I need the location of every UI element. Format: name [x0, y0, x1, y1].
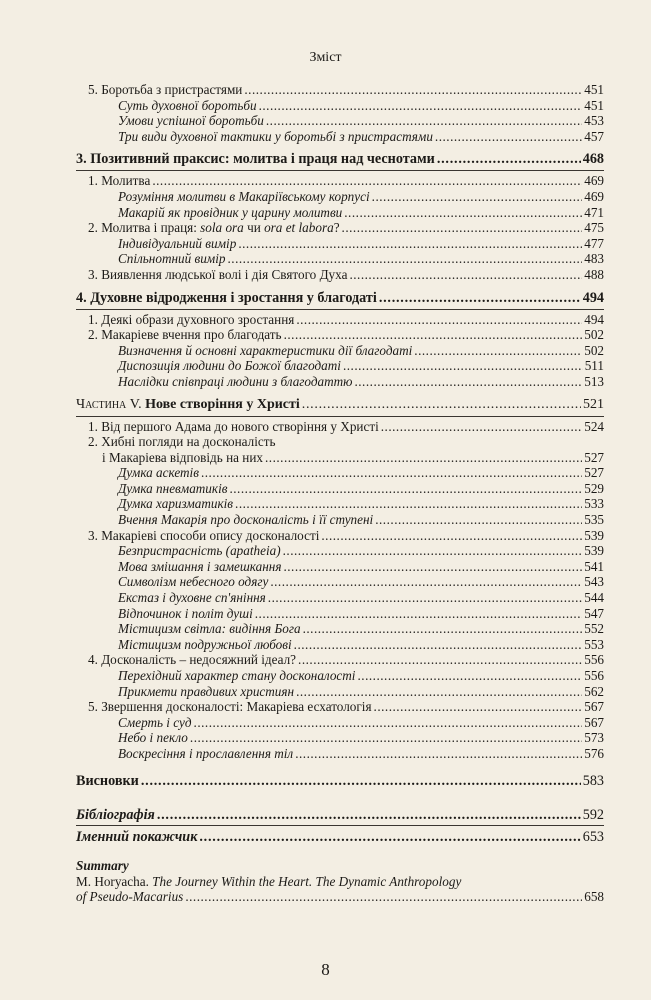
toc-part-page: 521: [583, 396, 604, 412]
toc-section-title: Висновки: [76, 772, 139, 789]
toc-entry-page: 453: [584, 113, 604, 129]
toc-entry: [76, 173, 604, 189]
toc-entry: [76, 343, 604, 359]
toc-entry-page: 556: [584, 668, 604, 683]
toc-entry-page: 451: [584, 82, 604, 97]
toc-entry-title: Містицизм подружньої любові: [118, 636, 292, 652]
dot-leader: [152, 173, 582, 189]
toc-entry-title: 2. Макаріеве вчення про благодать: [88, 327, 282, 343]
toc-entry-title: Вчення Макарія про досконалість і її ступені: [118, 512, 374, 528]
dot-leader: [374, 699, 583, 715]
toc-entry-title: 5. Боротьба з пристрастями: [88, 82, 243, 97]
toc-entry: [76, 715, 604, 731]
toc-section-heading: [76, 828, 604, 846]
divider: [76, 170, 604, 171]
toc-section-page: 592: [582, 806, 604, 823]
dot-leader: [294, 637, 583, 653]
dot-leader: [372, 189, 583, 205]
dot-leader: [303, 621, 583, 637]
dot-leader: [141, 772, 581, 790]
dot-leader: [344, 205, 582, 221]
toc-entry-page: 552: [584, 621, 604, 637]
toc-entry-page: 488: [584, 266, 604, 282]
toc-entry: [76, 251, 604, 267]
dot-leader: [190, 730, 582, 746]
toc-entry-page: 513: [584, 373, 604, 389]
dot-leader: [435, 129, 582, 145]
summary-title: The Journey Within the Heart. The Dynamic Anthropology: [152, 873, 462, 889]
toc-entry-page: 471: [584, 204, 604, 220]
title-part-italic: sola ora: [200, 220, 244, 236]
title-part-italic: ora et labora: [264, 220, 334, 236]
toc-entry: [76, 528, 604, 544]
dot-leader: [295, 746, 582, 762]
toc-entry-page: 494: [584, 311, 604, 327]
toc-entry-page: 457: [584, 128, 604, 144]
toc-entry: [76, 434, 604, 450]
toc-entry: [76, 220, 604, 236]
toc-entry: [76, 113, 604, 129]
toc-entry-page: 475: [584, 220, 604, 236]
toc-entry-page: 576: [584, 745, 604, 761]
part-label: Частина V.: [76, 396, 142, 412]
toc-entry-title: 1. Деякі образи духовного зростання: [88, 311, 295, 327]
page-number: 8: [321, 960, 330, 979]
toc-entry-page: 533: [584, 496, 604, 512]
toc-entry: [76, 699, 604, 715]
toc-entry-title: Смерть і суд: [118, 714, 192, 730]
toc-entry-title: 2. Хибні погляди на досконалість: [88, 434, 276, 450]
toc-entry: [76, 327, 604, 343]
toc-entry: [76, 512, 604, 528]
summary-line: [76, 889, 604, 905]
dot-leader: [298, 652, 582, 668]
summary-title-cont: of Pseudo-Macarius: [76, 889, 184, 905]
toc-entry-title: 5. Звершення досконалості: Макаріева есхатологія: [88, 699, 372, 715]
dot-leader: [266, 113, 582, 129]
toc-entry-page: 529: [584, 480, 604, 496]
dot-leader: [349, 267, 582, 283]
divider: [76, 825, 604, 826]
toc-entry-title: Думка пневматиків: [118, 480, 228, 496]
toc-entry-title: Макарій як провідник у царину молитви: [118, 204, 343, 220]
toc-entry: [76, 312, 604, 328]
toc-entry: [76, 358, 604, 374]
dot-leader: [381, 419, 582, 435]
toc-section-heading: [76, 289, 604, 307]
toc-entry: [76, 98, 604, 114]
dot-leader: [238, 236, 582, 252]
toc-entry: [76, 637, 604, 653]
toc-entry-title: Думка харизматиків: [118, 496, 234, 512]
dot-leader: [265, 450, 582, 466]
toc-entry-title: Воскресіння і прославлення тіл: [118, 745, 294, 761]
dot-leader: [235, 496, 582, 512]
toc-entry-title: 3. Макаріеві способи опису досконалості: [88, 527, 320, 543]
toc-entry-page: 535: [584, 512, 604, 528]
toc-entry: [76, 267, 604, 283]
toc-entry: [76, 374, 604, 390]
divider: [76, 416, 604, 417]
toc-entry-page: 511: [584, 358, 604, 374]
toc-entry-page: 573: [584, 730, 604, 746]
toc-entry-page: 469: [584, 173, 604, 189]
toc-entry-page: 451: [584, 97, 604, 113]
toc-section-page: 583: [582, 772, 604, 789]
dot-leader: [229, 481, 582, 497]
toc-entry-title: 4. Досконалість – недосяжний ідеал?: [88, 652, 297, 668]
toc-entry-page: 527: [584, 465, 604, 481]
toc-entry: [76, 465, 604, 481]
toc-section-heading: [76, 772, 604, 790]
toc-entry-title: Перехідний характер стану досконалості: [118, 668, 356, 683]
toc-part-heading: [76, 396, 604, 414]
toc-section-title: 3. Позитивний праксис: молитва і праця над чеснотами: [76, 151, 435, 168]
toc-entry: [76, 450, 604, 466]
toc-entry-title: Визначення й основні характеристики дії благодаті: [118, 342, 413, 358]
dot-leader: [296, 312, 582, 328]
toc-entry-page: 524: [584, 418, 604, 434]
toc-entry-page: 543: [584, 574, 604, 590]
dot-leader: [321, 528, 582, 544]
table-of-contents: [76, 82, 604, 905]
toc-entry-title: Суть духовної боротьби: [118, 97, 257, 113]
toc-entry-title: Три види духовної тактики у боротьбі з пристрастями: [118, 128, 433, 144]
toc-part-title: [76, 396, 300, 414]
toc-entry-title: Думка аскетів: [118, 465, 199, 481]
toc-entry-page: 502: [584, 342, 604, 358]
running-head: Зміст: [309, 50, 342, 65]
toc-entry-page: 483: [584, 251, 604, 267]
toc-entry: [76, 574, 604, 590]
summary-page: 658: [584, 889, 604, 905]
divider: [76, 309, 604, 310]
toc-section-title: 4. Духовне відродження і зростання у благодаті: [76, 289, 377, 306]
toc-entry-title: Умови успішної боротьби: [118, 113, 264, 129]
toc-entry: [76, 746, 604, 762]
dot-leader: [342, 220, 583, 236]
dot-leader: [379, 289, 581, 307]
toc-entry: [76, 481, 604, 497]
toc-entry-title: Містицизм світла: видіння Бога: [118, 621, 301, 637]
dot-leader: [255, 606, 582, 622]
toc-entry: [76, 606, 604, 622]
dot-leader: [259, 98, 583, 114]
toc-entry-page: 477: [584, 235, 604, 251]
part-title: Нове створіння у Христі: [145, 396, 300, 412]
toc-entry-page: 541: [584, 558, 604, 574]
toc-section-title: Бібліографія: [76, 806, 155, 823]
toc-entry-page: 556: [584, 652, 604, 668]
dot-leader: [357, 668, 582, 684]
toc-entry-page: 539: [584, 543, 604, 559]
toc-entry-title: Наслідки співпраці людини з благодаттю: [118, 373, 353, 389]
toc-entry-title: Розуміння молитви в Макаріївському корпусі: [118, 188, 370, 204]
summary-label: Summary: [76, 857, 129, 873]
toc-entry: [76, 419, 604, 435]
toc-entry-title: 1. Молитва: [88, 173, 151, 189]
dot-leader: [283, 543, 583, 559]
dot-leader: [270, 574, 582, 590]
toc-entry-title: [88, 220, 340, 236]
dot-leader: [185, 889, 582, 905]
dot-leader: [354, 374, 582, 390]
toc-entry: [76, 652, 604, 668]
summary-author: M. Horyacha.: [76, 873, 153, 889]
toc-entry: [76, 129, 604, 145]
dot-leader: [201, 465, 582, 481]
toc-entry-title: Небо і пекло: [118, 730, 188, 746]
dot-leader: [268, 590, 582, 606]
toc-entry: [76, 82, 604, 98]
toc-entry-title: і Макаріева відповідь на них: [102, 449, 263, 465]
toc-entry: [76, 621, 604, 637]
toc-entry-page: 562: [584, 683, 604, 699]
dot-leader: [244, 82, 582, 98]
toc-entry-page: 553: [584, 636, 604, 652]
toc-entry: [76, 205, 604, 221]
toc-entry: [76, 668, 604, 684]
toc-entry: [76, 496, 604, 512]
toc-entry: [76, 730, 604, 746]
toc-entry-page: 544: [584, 590, 604, 606]
toc-entry: [76, 543, 604, 559]
toc-entry: [76, 236, 604, 252]
toc-entry: [76, 189, 604, 205]
toc-entry: [76, 684, 604, 700]
dot-leader: [283, 559, 582, 575]
dot-leader: [437, 150, 581, 168]
toc-entry-title: Мова змішання і замешкання: [118, 558, 282, 574]
toc-entry-title: 1. Від першого Адама до нового створіння у Христі: [88, 418, 379, 434]
toc-entry-page: 567: [584, 714, 604, 730]
summary-line: [76, 874, 604, 890]
toc-entry-page: 502: [584, 327, 604, 343]
summary-entry: [76, 874, 604, 905]
toc-entry-page: 567: [584, 699, 604, 715]
dot-leader: [302, 396, 581, 414]
dot-leader: [194, 715, 583, 731]
toc-entry-title: Спільнотний вимір: [118, 251, 226, 267]
toc-entry-title: Екстаз і духовне сп'яніння: [118, 590, 266, 606]
dot-leader: [343, 358, 583, 374]
dot-leader: [296, 684, 582, 700]
dot-leader: [157, 806, 581, 824]
title-part: ?: [333, 220, 340, 236]
toc-section-page: 468: [582, 151, 604, 168]
toc-entry-title: Диспозиція людини до Божої благодаті: [118, 358, 341, 374]
toc-entry-title: Прикмети правдивих християн: [118, 683, 295, 699]
toc-entry-title: Індивідуальний вимір: [118, 235, 237, 251]
toc-entry-page: 527: [584, 449, 604, 465]
toc-entry-title: 3. Виявлення людської волі і дія Святого Духа: [88, 266, 348, 282]
toc-entry-page: 469: [584, 188, 604, 204]
toc-section-page: 494: [582, 289, 604, 306]
dot-leader: [375, 512, 582, 528]
toc-entry-page: 539: [584, 527, 604, 543]
toc-entry-title: Відпочинок і політ душі: [118, 605, 253, 621]
toc-section-page: 653: [582, 828, 604, 845]
toc-section-heading: [76, 150, 604, 168]
dot-leader: [284, 327, 583, 343]
toc-section-heading: [76, 806, 604, 824]
toc-entry-title: Безпристрасність (apatheia): [118, 543, 281, 559]
dot-leader: [414, 343, 582, 359]
toc-entry: [76, 559, 604, 575]
toc-entry-title: Символізм небесного одягу: [118, 574, 269, 590]
toc-section-title: Іменний покажчик: [76, 828, 198, 845]
dot-leader: [199, 828, 580, 846]
title-part: чи: [243, 220, 265, 236]
toc-entry: [76, 590, 604, 606]
title-part: 2. Молитва і праця:: [88, 220, 201, 236]
dot-leader: [227, 251, 582, 267]
toc-entry-page: 547: [584, 605, 604, 621]
